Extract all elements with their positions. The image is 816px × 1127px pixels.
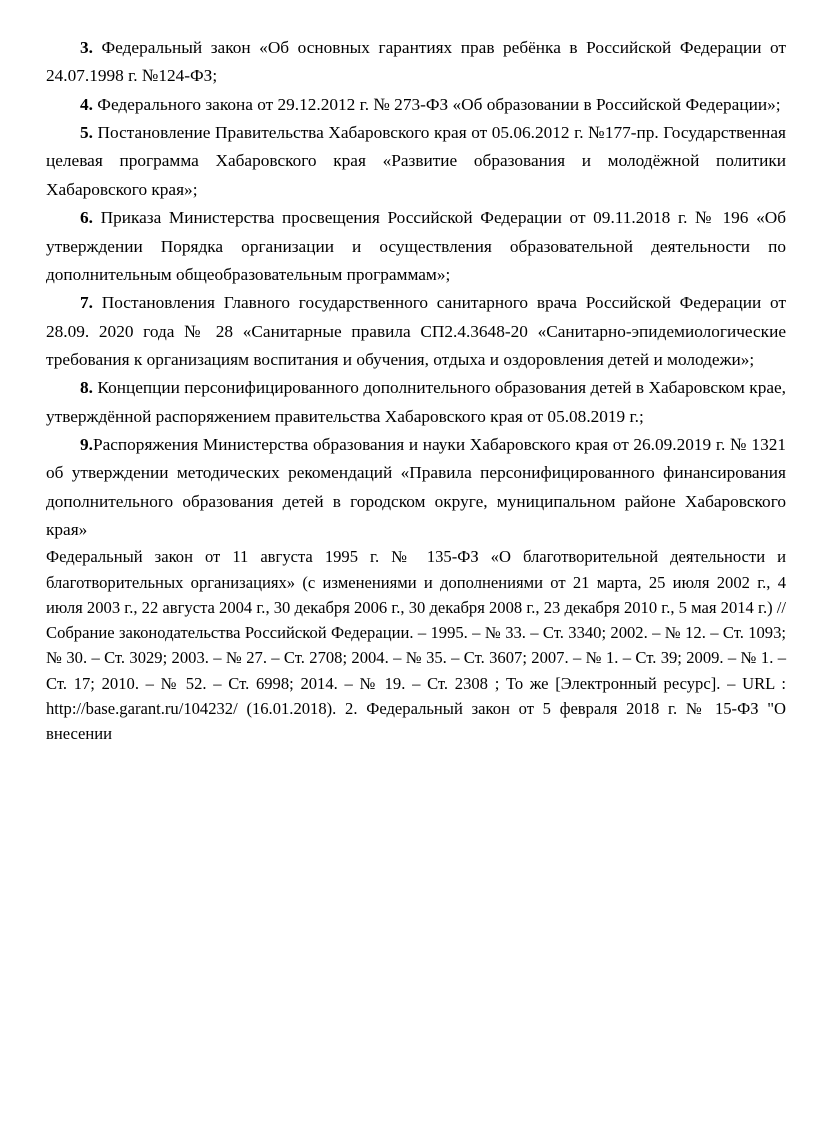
list-item-text: Приказа Министерства просвещения Российской Федерации от 09.11.2018 г. № 196 «Об утверждении Порядка организации и осуществления образовательной деятельности по дополнительным общеобразовательным программам»; xyxy=(46,208,786,284)
list-item-number: 7. xyxy=(80,293,93,313)
tail-paragraph: Федеральный закон от 11 августа 1995 г. № 135-ФЗ «О благотворительной деятельности и благотворительных организациях» (с изменениями и дополнениями от 21 марта, 25 июля 2002 г., 4 июля 2003 г., 22 августа 2004 г., 30 декабря 2006 г., 30 декабря 2008 г., 23 декабря 2010 г., 5 мая 2014 г.) // Собрание законодательства Российской Федерации. – 1995. – № 33. – Ст. 3340; 2002. – № 12. – Ст. 1093; № 30. – Ст. 3029; 2003. – № 27. – Ст. 2708; 2004. – № 35. – Ст. 3607; 2007. – № 1. – Ст. 39; 2009. – № 1. – Ст. 17; 2010. – № 52. – Ст. 6998; 2014. – № 19. – Ст. 2308 ; То же [Электронный ресурс]. – URL : http://base.garant.ru/104232/ (16.01.2018). 2. Федеральный закон от 5 февраля 2018 г. № 15-ФЗ "О внесении xyxy=(46,547,786,743)
list-item-number: 8. xyxy=(80,378,93,398)
list-item-number: 6. xyxy=(80,208,93,228)
list-item xyxy=(46,34,786,91)
list-item-number: 5. xyxy=(80,123,93,143)
list-item-text: Федерального закона от 29.12.2012 г. № 273-ФЗ «Об образовании в Российской Федерации»; xyxy=(92,94,781,114)
list-item-number: 3. xyxy=(80,38,93,57)
list-item xyxy=(46,289,786,374)
list-item-number: 4. xyxy=(80,94,93,114)
list-item xyxy=(46,431,786,544)
list-item xyxy=(46,119,786,204)
list-item-text: Постановления Главного государственного санитарного врача Российской Федерации от 28.09. 2020 года № 28 «Санитарные правила СП2.4.3648-20 «Санитарно-эпидемиологические требования к организациям воспитания и обучения, отдыха и оздоровления детей и молодежи»; xyxy=(46,293,786,369)
list-item xyxy=(46,91,786,119)
list-item-text: Федеральный закон «Об основных гарантиях прав ребёнка в Российской Федерации от 24.07.1998 г. №124-ФЗ; xyxy=(46,38,786,86)
list-item-text: Концепции персонифицированного дополнительного образования детей в Хабаровском крае, утверждённой распоряжением правительства Хабаровского края от 05.08.2019 г.; xyxy=(46,378,786,426)
list-item xyxy=(46,374,786,431)
list-item-number: 9. xyxy=(80,435,93,455)
list-item-text: Постановление Правительства Хабаровского края от 05.06.2012 г. №177-пр. Государственная целевая программа Хабаровского края «Развитие образования и молодёжной политики Хабаровского края»; xyxy=(46,123,786,199)
list-item xyxy=(46,204,786,289)
list-item-text: Распоряжения Министерства образования и науки Хабаровского края от 26.09.2019 г. № 1321 об утверждении методических рекомендаций «Правила персонифицированного финансирования дополнительного образования детей в городском округе, муниципальном районе Хабаровского края» xyxy=(46,435,786,540)
